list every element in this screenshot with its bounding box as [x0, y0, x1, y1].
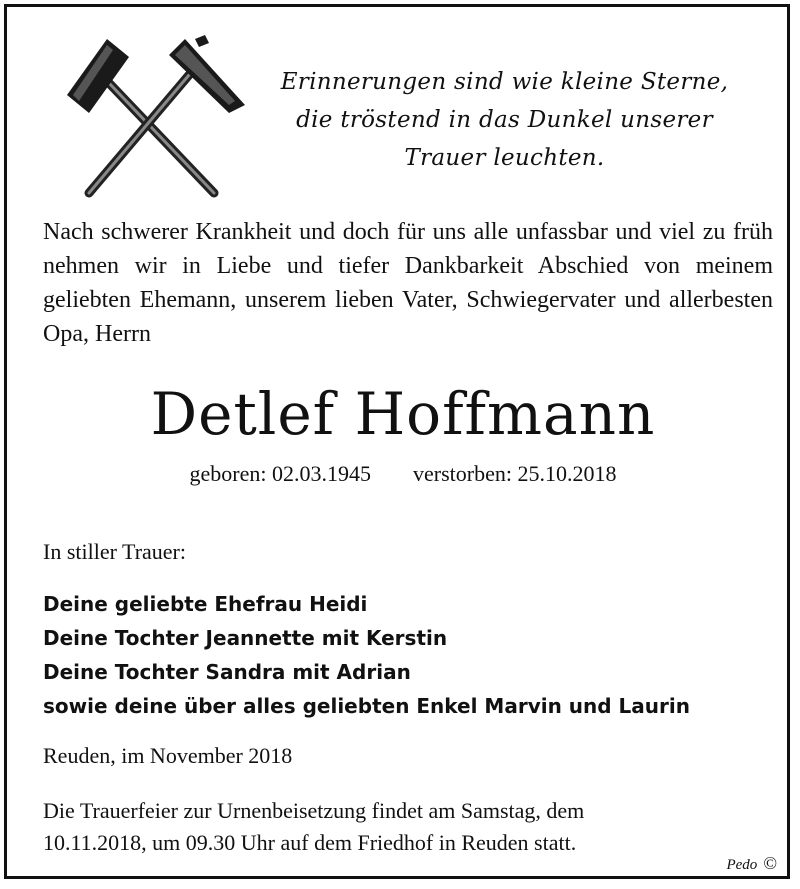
mourners-list — [43, 587, 783, 723]
deceased-name: Detlef Hoffmann — [150, 380, 656, 448]
mourner-line: sowie deine über alles geliebten Enkel Marvin und Laurin — [43, 694, 690, 718]
birth-date: geboren: 02.03.1945 — [189, 461, 371, 486]
credit — [726, 853, 777, 874]
mourner-line: Deine Tochter Sandra mit Adrian — [43, 660, 411, 684]
life-dates — [7, 459, 790, 489]
credit-signature: Pedo — [726, 857, 758, 873]
obituary-frame — [4, 4, 790, 879]
copyright-icon: © — [763, 853, 777, 873]
mourner-line: Deine Tochter Jeannette mit Kerstin — [43, 626, 448, 650]
mourner-line: Deine geliebte Ehefrau Heidi — [43, 592, 368, 616]
motto-line-1: Erinnerungen sind wie kleine Sterne, — [280, 69, 729, 95]
motto-line-3: Trauer leuchten. — [404, 145, 605, 171]
funeral-notice — [43, 795, 775, 859]
funeral-line-2: 10.11.2018, um 09.30 Uhr auf dem Friedhof in Reuden statt. — [43, 830, 577, 855]
motto-quote — [247, 63, 762, 177]
place-date: Reuden, im November 2018 — [43, 743, 293, 768]
motto-line-2: die tröstend in das Dunkel unserer — [296, 107, 713, 133]
intro-paragraph: Nach schwerer Krankheit und doch für uns alle unfassbar und viel zu früh nehmen wir in Liebe und tiefer Dankbarkeit Abschied von meinem geliebten Ehemann, unserem lieben Vater, Schwiegervater und allerbesten Opa, Herrn — [43, 219, 773, 347]
crossed-hammers-icon — [59, 35, 249, 205]
funeral-line-1: Die Trauerfeier zur Urnenbeisetzung findet am Samstag, dem — [43, 798, 585, 823]
mourning-intro: In stiller Trauer: — [43, 539, 186, 564]
death-date: verstorben: 25.10.2018 — [413, 461, 617, 486]
